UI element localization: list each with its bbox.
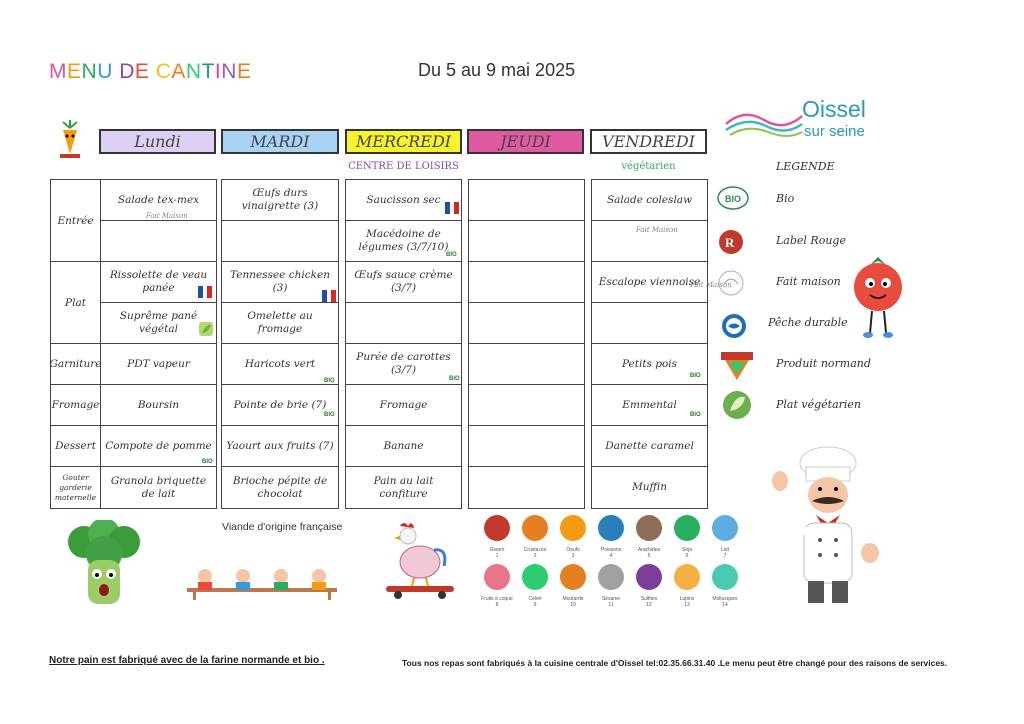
title-letter: E (134, 60, 150, 83)
viande-note: Viande d'origine française (222, 521, 343, 533)
bio-badge-icon: BIO (446, 252, 457, 258)
menu-cell-empty (468, 343, 585, 385)
vegetarian-leaf-icon (199, 322, 213, 336)
menu-cell-empty (468, 425, 585, 467)
tomato-mascot-icon (848, 255, 908, 340)
french-flag-icon (445, 202, 459, 214)
menu-cell-empty (100, 220, 217, 262)
menu-cell-empty (468, 179, 585, 221)
row-label-entree: Entrée (50, 179, 101, 262)
allergen-label: Arachides 5 (637, 547, 661, 559)
french-flag-icon (322, 290, 336, 302)
menu-cell-empty (221, 220, 339, 262)
moutarde-icon (560, 564, 586, 590)
bio-badge-icon: BIO (449, 376, 460, 382)
menu-cell: Salade tex-mex (100, 179, 217, 221)
menu-cell: Brioche pépite de chocolat (221, 466, 339, 509)
legend-label: Label Rouge (776, 234, 846, 247)
allergen-label: Soja 6 (681, 547, 692, 559)
menu-cell: Œufs durs vinaigrette (3) (221, 179, 339, 221)
menu-cell-empty (468, 384, 585, 426)
rooster-skateboard-icon (382, 520, 457, 602)
allergen-label: Moutarde 10 (562, 596, 584, 608)
broccoli-mascot-icon (64, 520, 144, 615)
menu-cell: Pain au lait confiture (345, 466, 462, 509)
arachides-icon (636, 515, 662, 541)
bio-leaf-icon (717, 186, 749, 210)
soja-icon (674, 515, 700, 541)
kitchen-info: Tous nos repas sont fabriqués à la cuisine centrale d'Oissel tel:02.35.66.31.40 .Le menu peut être changé pour des raisons de services. (402, 658, 948, 668)
day-header-lundi: Lundi (99, 129, 216, 154)
menu-cell: Rissolette de veau panée (100, 261, 217, 303)
allergen-panel (480, 512, 750, 612)
title-letter: E (67, 60, 82, 83)
title-letter: M (49, 60, 67, 83)
day-header-mardi: MARDI (221, 129, 339, 154)
menu-cell: Petits pois (591, 343, 708, 385)
bio-badge-icon: BIO (324, 378, 335, 384)
lait-icon (712, 515, 738, 541)
row-label-fromage: Fromage (50, 384, 101, 426)
chef-mascot-icon (768, 445, 888, 610)
crustaces-icon (522, 515, 548, 541)
title-letter: T (201, 60, 215, 83)
allergen-label: Crustacés 2 (523, 547, 547, 559)
title-letter: U (97, 60, 113, 83)
day-header-vendredi: VENDREDI (590, 129, 707, 154)
row-label-gouter: Gouter garderie maternelle (50, 466, 101, 509)
allergen-label: Lupins 13 (679, 596, 695, 608)
fruits-a-coque-icon (484, 564, 510, 590)
title-letter: I (214, 60, 222, 83)
wave-logo-icon (724, 102, 804, 142)
logo-sub: sur seine (804, 123, 865, 140)
row-label-dessert: Dessert (50, 425, 101, 467)
title-letter: N (221, 60, 237, 83)
menu-cell: Emmental (591, 384, 708, 426)
title-letter: A (171, 60, 186, 83)
allergen-label: Mollusques 14 (712, 596, 738, 608)
menu-cell: Pointe de brie (7) (221, 384, 339, 426)
menu-cell: Suprême pané végétal (100, 302, 217, 344)
menu-cell: Banane (345, 425, 462, 467)
sulfites-icon (636, 564, 662, 590)
menu-cell: Omelette au fromage (221, 302, 339, 344)
page-title (49, 60, 251, 84)
menu-cell: Saucisson sec (345, 179, 462, 221)
celeri-icon (522, 564, 548, 590)
menu-cell-empty (468, 466, 585, 509)
mollusques-icon (712, 564, 738, 590)
logo-main: Oissel (802, 96, 866, 122)
normandie-icon (719, 350, 755, 382)
menu-cell-empty (591, 302, 708, 344)
fait-maison-icon: Fait Maison (690, 281, 732, 289)
title-letter: N (81, 60, 98, 83)
fait-maison-icon (716, 270, 746, 296)
row-label-garniture: Garniture (50, 343, 101, 385)
day-header-mercredi: MERCREDI (345, 129, 462, 154)
legend-title: LEGENDE (776, 160, 835, 173)
kids-at-table-icon (187, 564, 337, 600)
menu-cell: Macédoine de légumes (3/7/10) (345, 220, 462, 262)
allergen-label: Sésame 11 (601, 596, 621, 608)
fait-maison-icon: Fait Maison (146, 212, 188, 220)
row-label-plat: Plat (50, 261, 101, 344)
menu-cell-empty (468, 220, 585, 262)
allergen-label: Lait 7 (720, 547, 730, 559)
menu-cell: Fromage (345, 384, 462, 426)
sesame-icon (598, 564, 624, 590)
allergen-label: Fruits à coque 8 (481, 596, 513, 608)
gluten-icon (484, 515, 510, 541)
allergen-label: Poissons 4 (600, 547, 622, 559)
title-letter: N (185, 60, 202, 83)
fait-maison-icon: Fait Maison (636, 226, 678, 234)
msc-fish-icon (721, 313, 747, 339)
carrot-mascot-icon (55, 120, 85, 160)
title-letter: C (155, 60, 172, 83)
svg-text:R: R (725, 235, 735, 250)
menu-cell: Salade coleslaw (591, 179, 708, 221)
allergen-label: Oeufs 3 (566, 547, 580, 559)
french-flag-icon (198, 286, 212, 298)
legend-label: Pêche durable (768, 316, 848, 329)
menu-cell: Haricots vert (221, 343, 339, 385)
allergen-label: Sulfites 12 (640, 596, 658, 608)
title-letter: D (119, 60, 135, 83)
bio-badge-icon: BIO (690, 373, 701, 379)
label-rouge-icon (716, 229, 746, 255)
menu-cell: Escalope viennoise (591, 261, 708, 303)
menu-cell: Purée de carottes (3/7) (345, 343, 462, 385)
svg-text:BIO: BIO (725, 194, 742, 204)
lupins-icon (674, 564, 700, 590)
menu-cell: Tennessee chicken (3) (221, 261, 339, 303)
bread-note: Notre pain est fabriqué avec de la farine normande et bio . (49, 655, 325, 666)
vegetarian-leaf-icon (721, 389, 753, 421)
menu-cell-empty (468, 261, 585, 303)
bio-badge-icon: BIO (202, 459, 213, 465)
menu-cell: Yaourt aux fruits (7) (221, 425, 339, 467)
menu-cell-empty (468, 302, 585, 344)
legend-label: Bio (776, 192, 795, 205)
legend-label: Fait maison (776, 275, 841, 288)
legend-label: Plat végétarien (776, 398, 862, 411)
title-letter: E (236, 60, 252, 83)
mercredi-note: CENTRE DE LOISIRS (348, 161, 459, 172)
oeufs-icon (560, 515, 586, 541)
bio-badge-icon: BIO (690, 412, 701, 418)
date-range: Du 5 au 9 mai 2025 (418, 60, 576, 80)
menu-cell: Danette caramel (591, 425, 708, 467)
menu-cell-empty (345, 302, 462, 344)
legend-label: Produit normand (776, 357, 871, 370)
menu-cell: Granola briquette de lait (100, 466, 217, 509)
menu-cell: Compote de pomme (100, 425, 217, 467)
day-header-jeudi: JEUDI (467, 129, 584, 154)
menu-cell: Œufs sauce crème (3/7) (345, 261, 462, 303)
oissel-logo (724, 96, 894, 146)
bio-badge-icon: BIO (324, 412, 335, 418)
menu-cell: Muffin (591, 466, 708, 509)
menu-cell: Boursin (100, 384, 217, 426)
allergen-label: Gluten 1 (489, 547, 505, 559)
poissons-icon (598, 515, 624, 541)
allergen-label: Céleri 9 (528, 596, 542, 608)
vendredi-note: végétarien (621, 161, 676, 172)
menu-cell: PDT vapeur (100, 343, 217, 385)
